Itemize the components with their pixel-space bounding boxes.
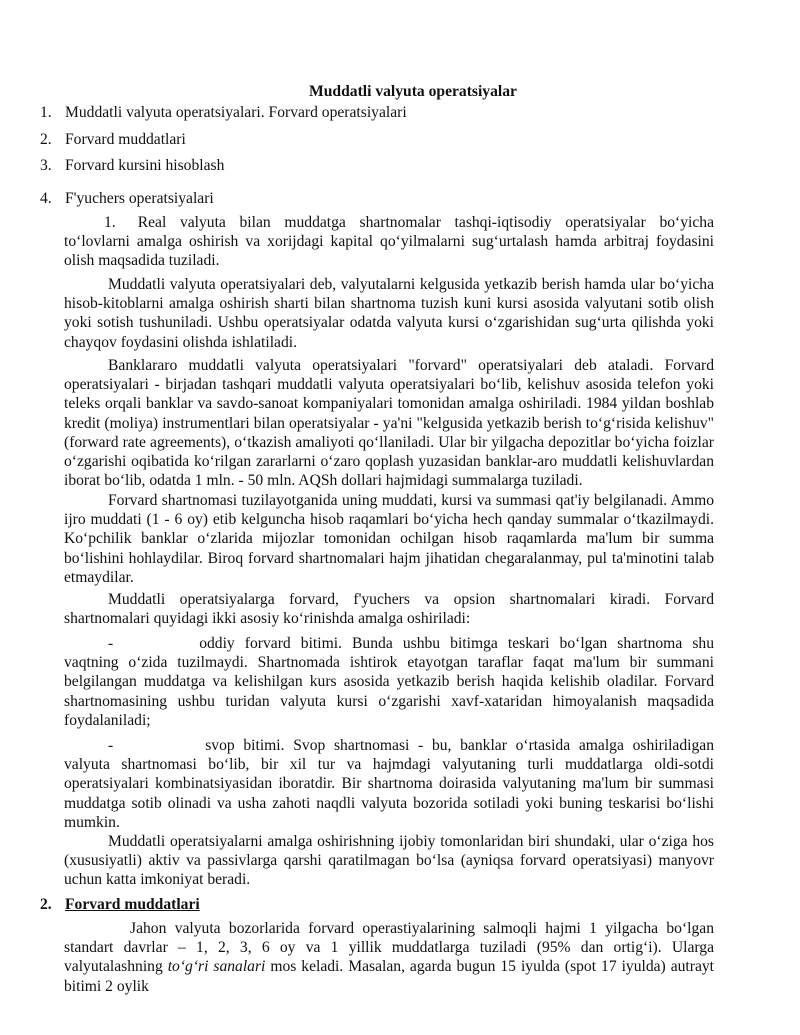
paragraph-2 — [64, 275, 714, 352]
section-number: 2. — [40, 896, 52, 913]
paragraph-text-end: mos keladi. Masalan, agarda bugun 15 iyulda (spot 17 iyulda) autrayt bitimi 2 oylik — [64, 958, 715, 995]
toc-item-1 — [40, 103, 407, 122]
paragraph-number: 1. — [104, 214, 116, 231]
paragraph-text: Muddatli valyuta operatsiyalari deb, valyutalarni kelgusida yetkazib berish hamda ular boʻyicha hisob-kitoblarni amalga oshirish sharti bilan shartnoma tuzish kuni kursi asosida valyutani sotib olish yoki sotish tushuniladi. Ushbu operatsiyalar odatda valyuta kursi oʻzgarishidan sugʻurta qilishda yoki chayqov foydasini olishda ishlatiladi. — [64, 276, 714, 351]
bullet-text: svop bitimi. Svop shartnomasi - bu, banklar oʻrtasida amalga oshiriladigan valyuta shartnomasi boʻlib, bir xil tur va hajmdagi valyutaning turli muddatlarga oldi-sotdi operatsiyalari kombinatsiyasidan iboratdir. Bir shartnoma doirasida valyutaning ma'lum bir summasi muddatga sotib olinadi va usha zahoti naqdli valyuta bozorida sotiladi yoki buning teskarisi boʻlishi mumkin. — [64, 737, 714, 831]
bullet-item-1 — [64, 634, 714, 730]
bullet-text: oddiy forvard bitimi. Bunda ushbu bitimga teskari boʻlgan shartnoma shu vaqtning oʻzida tuzilmaydi. Shartnomada ishtirok etayotgan taraflar faqat ma'lum bir summani belgilangan muddatga va kelishilgan kurs asosida yetkazib berish haqida kelishib oladilar. Forvard shartnomasining ushbu turidan valyuta kursi oʻzgarishi xavf-xataridan himoyalanish maqsadida foydalaniladi; — [64, 635, 714, 729]
bullet-dash: - — [108, 635, 114, 652]
document-title: Muddatli valyuta operatsiyalar — [309, 83, 517, 100]
bullet-dash: - — [108, 737, 114, 754]
paragraph-text: Jahon valyuta bozorlarida forvard operastiyalarining salmoqli hajmi 1 yilgacha boʻlgan standart davrlar – 1, 2, 3, 6 oy va 1 yillik muddatlarga tuziladi (95% dan ortigʻi). Ularga valyutalashning — [64, 920, 714, 976]
paragraph-6 — [64, 832, 714, 890]
toc-text: Forvard muddatlari — [65, 131, 186, 148]
paragraph-text: Real valyuta bilan muddatga shartnomalar tashqi-iqtisodiy operatsiyalar boʻyicha toʻlovlarni amalga oshirish va xorijdagi kapital qoʻyilmalarni sugʻurtalash hamda arbitraj foydasini olish maqsadida tuziladi. — [64, 214, 714, 270]
toc-item-4 — [40, 189, 214, 208]
paragraph-7 — [64, 919, 714, 996]
toc-number: 4. — [40, 190, 52, 207]
section-title: Forvard muddatlari — [65, 896, 200, 913]
toc-text: Forvard kursini hisoblash — [65, 157, 225, 174]
paragraph-1 — [64, 213, 714, 271]
bullet-item-2 — [64, 736, 714, 832]
paragraph-4 — [64, 491, 714, 587]
toc-text: Muddatli valyuta operatsiyalari. Forvard operatsiyalari — [65, 104, 407, 121]
toc-item-3 — [40, 156, 224, 175]
toc-number: 2. — [40, 131, 52, 148]
section-heading — [40, 895, 200, 914]
toc-text: F'yuchers operatsiyalari — [65, 190, 214, 207]
paragraph-text: Muddatli operatsiyalarga forvard, f'yuchers va opsion shartnomalari kiradi. Forvard shartnomalari quyidagi ikki asosiy koʻrinishda amalga oshiriladi: — [64, 591, 714, 628]
toc-number: 1. — [40, 104, 52, 121]
paragraph-5 — [64, 590, 714, 628]
toc-item-2 — [40, 130, 186, 149]
paragraph-text: Forvard shartnomasi tuzilayotganida uning muddati, kursi va summasi qat'iy belgilanadi. Ammo ijro muddati (1 - 6 oy) etib kelguncha hisob raqamlari boʻyicha hech qanday summalar oʻtkazilmaydi. Koʻpchilik banklar oʻzlarida mijozlar tomonidan ochilgan hisob raqamlarda ma'lum bir summa boʻlishini hohlaydilar. Biroq forvard shartnomalari hajm jihatidan chegaralanmay, pul ta'minotini talab etmaydilar. — [64, 492, 714, 586]
paragraph-text: Muddatli operatsiyalarni amalga oshirishning ijobiy tomonlaridan biri shundaki, ular oʻziga hos (xususiyatli) aktiv va passivlarga qarshi qaratilmagan boʻlsa (ayniqsa forvard operatsiyasi) manyovr uchun katta imkoniyat beradi. — [64, 833, 714, 889]
toc-number: 3. — [40, 157, 52, 174]
paragraph-3 — [64, 356, 714, 490]
emphasis-text: toʻgʻri sanalari — [167, 958, 266, 976]
paragraph-text: Banklararo muddatli valyuta operatsiyalari "forvard" operatsiyalari deb ataladi. Forvard operatsiyalari - birjadan tashqari muddatli valyuta operatsiyalari boʻlib, kelishuv asosida telefon yoki teleks orqali banklar va savdo-sanoat kompaniyalari tomonidan amalga oshiriladi. 1984 yildan boshlab kredit (moliya) instrumentlari bilan operatsiyalar - ya'ni "kelgusida yetkazib berish toʻgʻrisida kelishuv" (forward rate agreements), oʻtkazish amaliyoti qoʻllaniladi. Ular bir yilgacha depozitlar boʻyicha foizlar oʻzgarishi oqibatida koʻrilgan zararlarni oʻzaro qoplash yuzasidan banklar-aro muddatli kelishuvlardan iborat boʻlib, odatda 1 mln. - 50 mln. AQSh dollari hajmidagi summalarga tuziladi. — [64, 357, 714, 490]
